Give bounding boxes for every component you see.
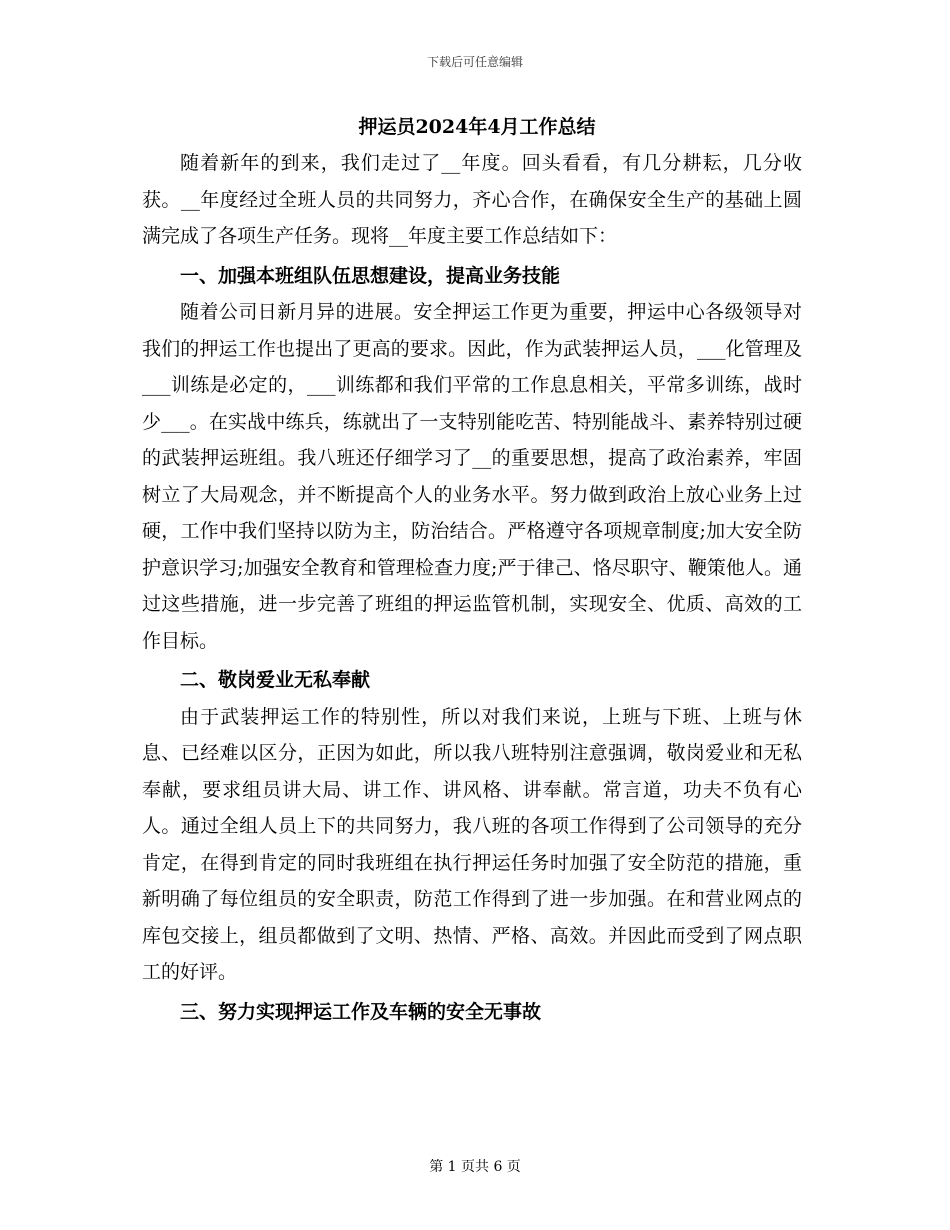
section-paragraph-2: 由于武装押运工作的特别性，所以对我们来说，上班与下班、上班与休息、已经难以区分，正因为如此，所以我八班特别注意强调，敬岗爱业和无私奉献，要求组员讲大局、讲工作、讲风格、讲奉献。常言道，功夫不负有心人。通过全组人员上下的共同努力，我八班的各项工作得到了公司领导的充分肯定，在得到肯定的同时我班组在执行押运任务时加强了安全防范的措施，重新明确了每位组员的安全职责，防范工作得到了进一步加强。在和营业网点的库包交接上，组员都做到了文明、热情、严格、高效。并因此而受到了网点职工的好评。 bbox=[142, 705, 802, 983]
header-note: 下载后可任意编辑 bbox=[426, 55, 523, 69]
intro-paragraph: 随着新年的到来，我们走过了__年度。回头看看，有几分耕耘，几分收获。__年度经过全班人员的共同努力，齐心合作，在确保安全生产的基础上圆满完成了各项生产任务。现将__年度主要工作总结如下： bbox=[142, 152, 802, 247]
section-paragraph-1: 随着公司日新月异的进展。安全押运工作更为重要，押运中心各级领导对我们的押运工作也提出了更高的要求。因此，作为武装押运人员，___化管理及___训练是必定的，___训练都和我们平常的工作息息相关，平常多训练，战时少___。在实战中练兵，练就出了一支特别能吃苦、特别能战斗、素养特别过硬的武装押运班组。我八班还仔细学习了__的重要思想，提高了政治素养，牢固树立了大局观念，并不断提高个人的业务水平。努力做到政治上放心业务上过硬，工作中我们坚持以防为主，防治结合。严格遵守各项规章制度;加大安全防护意识学习;加强安全教育和管理检查力度;严于律己、恪尽职守、鞭策他人。通过这些措施，进一步完善了班组的押运监管机制，实现安全、优质、高效的工作目标。 bbox=[142, 301, 802, 652]
section-heading-1: 一、加强本班组队伍思想建设，提高业务技能 bbox=[180, 264, 561, 287]
page-footer: 第 1 页共 6 页 bbox=[429, 1159, 521, 1175]
section-heading-3: 三、努力实现押运工作及车辆的安全无事故 bbox=[180, 1000, 542, 1023]
document-title: 押运员2024年4月工作总结 bbox=[358, 116, 596, 138]
document-body bbox=[142, 109, 802, 1030]
section-heading-2: 二、敬岗爱业无私奉献 bbox=[180, 669, 371, 691]
